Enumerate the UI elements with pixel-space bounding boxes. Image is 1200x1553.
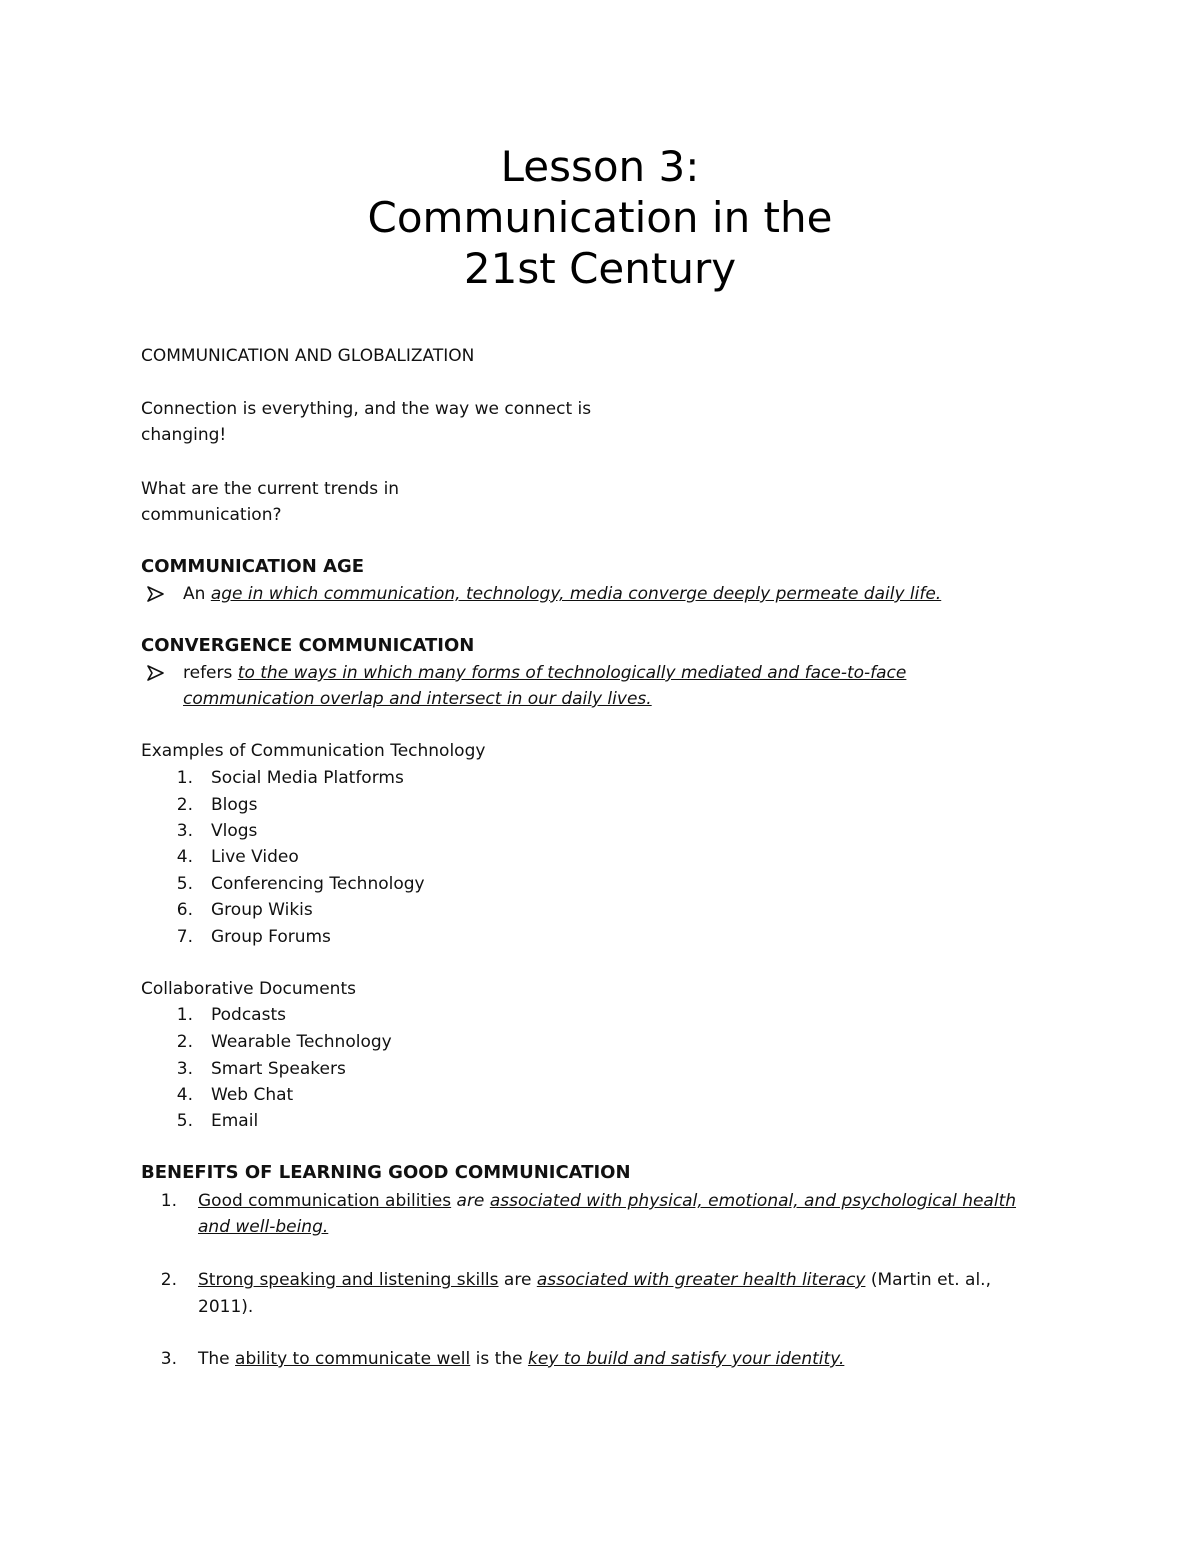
benefit-item-1-line-1: 1. Good communication abilities are associated with physical, emotional, and psychological health <box>160 1191 1017 1211</box>
convergence-definition-line-1 <box>183 662 906 684</box>
communication-age-definition <box>183 583 941 605</box>
list-item: 3. Vlogs <box>176 821 258 841</box>
definition-lead: refers <box>183 663 238 683</box>
list-item: 5. Email <box>176 1111 259 1131</box>
connection-paragraph-line-1: Connection is everything, and the way we connect is <box>141 399 592 419</box>
definition-lead: An <box>183 584 211 604</box>
trends-question-line-1: What are the current trends in <box>141 479 400 499</box>
list-item: 3. Smart Speakers <box>176 1059 346 1079</box>
lesson-number-title: Lesson 3: <box>500 142 700 191</box>
list-item: 1. Podcasts <box>176 1005 286 1025</box>
connection-paragraph-line-2: changing! <box>141 425 227 445</box>
convergence-heading: CONVERGENCE COMMUNICATION <box>141 635 475 656</box>
benefit-item-2-line-1: 2. Strong speaking and listening skills are associated with greater health literacy (Martin et. al., <box>160 1270 991 1290</box>
communication-age-heading: COMMUNICATION AGE <box>141 556 365 577</box>
convergence-definition-line-2: communication overlap and intersect in our daily lives. <box>183 689 652 709</box>
globalization-heading: COMMUNICATION AND GLOBALIZATION <box>141 346 475 366</box>
trends-question-line-2: communication? <box>141 505 282 525</box>
definition-text: age in which communication, technology, media converge deeply permeate daily life. <box>210 584 942 604</box>
list-item: 7. Group Forums <box>176 927 331 947</box>
list-item: 6. Group Wikis <box>176 900 313 920</box>
list-item: 4. Live Video <box>176 847 299 867</box>
definition-text: to the ways in which many forms of technologically mediated and face-to-face <box>237 663 907 683</box>
lesson-title-line-2: 21st Century <box>463 244 737 293</box>
list-item: 1. Social Media Platforms <box>176 768 404 788</box>
arrow-bullet-icon <box>146 664 166 682</box>
arrow-bullet-icon <box>146 585 166 603</box>
collaborative-heading: Collaborative Documents <box>141 979 356 999</box>
lesson-title-line-1: Communication in the <box>367 193 833 242</box>
benefit-item-2-line-2: 2011). <box>198 1297 254 1317</box>
list-item: 5. Conferencing Technology <box>176 874 425 894</box>
list-item: 4. Web Chat <box>176 1085 294 1105</box>
list-item: 2. Blogs <box>176 795 258 815</box>
benefits-heading: BENEFITS OF LEARNING GOOD COMMUNICATION <box>141 1162 631 1183</box>
examples-heading: Examples of Communication Technology <box>141 741 486 761</box>
benefit-item-1-line-2: and well-being. <box>198 1217 329 1237</box>
list-item: 2. Wearable Technology <box>176 1032 392 1052</box>
benefit-item-3: 3. The ability to communicate well is the key to build and satisfy your identity. <box>160 1349 845 1369</box>
